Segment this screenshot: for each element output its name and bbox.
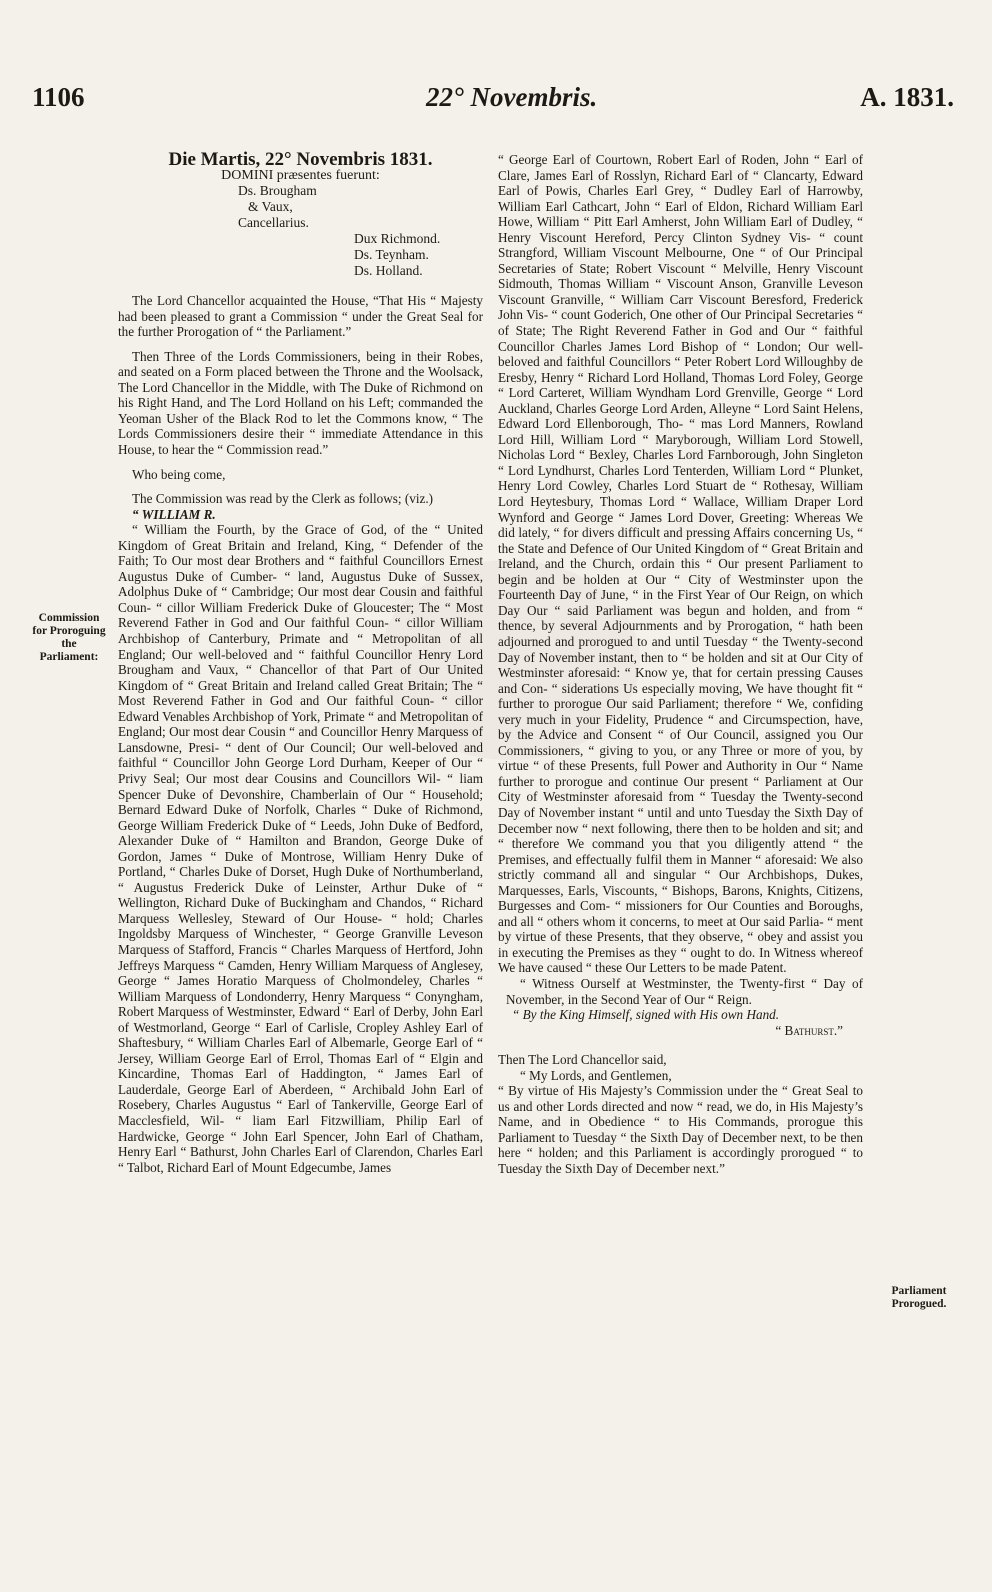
- left-column: [118, 149, 483, 1175]
- prorogation-speech: “ By virtue of His Majesty’s Commission under the “ Great Seal to us and other Lords directed and now “ read, we do, in His Majesty’s Name, and in Obedience “ to His Commands, prorogue this Parliament to Tuesday “ the Sixth Day of December next, to be then here “ holden; and this Parliament is accordingly prorogued “ to Tuesday the Sixth Day of December next.”: [498, 1083, 863, 1176]
- lords-present: [118, 183, 483, 279]
- running-title: 22° Novembris.: [426, 82, 598, 112]
- paragraph-commissioners: Then Three of the Lords Commissioners, being in their Robes, and seated on a Form placed between the Throne and the Woolsack, The Lord Chancellor in the Middle, with The Duke of Richmond on his Right Hand, and The Lord Holland on his Left; commanded the Yeoman Usher of the Black Rod to let the Commons know, “ The Lords Commissioners desire their “ immediate Attendance in this House, to hear the “ Commission read.”: [118, 348, 483, 458]
- address-lords: “ My Lords, and Gentlemen,: [520, 1067, 672, 1083]
- paragraph-announcement: The Lord Chancellor acquainted the House, “That His “ Majesty had been pleased to grant a Commission “ under the Great Seal for the further Prorogation of “ the Parliament.”: [118, 293, 483, 340]
- page-year: A. 1831.: [860, 82, 954, 112]
- bathurst-signature: “ Bathurst.”: [775, 1022, 843, 1038]
- lord-entry: Ds. Holland.: [354, 263, 423, 279]
- session-heading: Die Martis, 22° Novembris 1831.: [168, 149, 433, 170]
- by-the-king: “ By the King Himself, signed with His own Hand.: [512, 1007, 780, 1023]
- paragraph-chancellor-said: Then The Lord Chancellor said,: [498, 1052, 667, 1068]
- margin-note-prorogued: Parliament Prorogued.: [891, 1285, 947, 1310]
- witness-clause: “ Witness Ourself at Westminster, the Twenty-first “ Day of November, in the Second Year of Our “ Reign.: [506, 975, 863, 1007]
- lord-entry: Dux Richmond.: [354, 231, 441, 247]
- commission-text-part1: “ William the Fourth, by the Grace of God, of the “ United Kingdom of Great Britain and Ireland, King, “ Defender of the Faith; To Our most dear Brothers and “ faithful Councillors Ernest Augustus Duke of Cumber- “ land, Augustus Duke of Sussex, Adolphus Duke of “ Cambridge; Our most dear Cousin and faithful Coun- “ cillor William Frederick Duke of Gloucester; The “ Most Reverend Father in God and Our faithful Coun- “ cillor William Archbishop of Canterbury, Primate and “ Metropolitan of all England; Our well-beloved and “ faithful Councillor Henry Lord Brougham and Vaux, “ Chancellor of that Part of Our United Kingdom of “ Great Britain and Ireland called Great Britain; The “ Most Reverend Father in God and Our faithful Coun- “ cillor Edward Venables Archbishop of York, Primate “ and Metropolitan of England; Our most dear Cousin “ and Councillor Henry Marquess of Lansdowne, Presi- “ dent of Our Council; Our well-beloved and faithful “ Councillor John George Lord Durham, Keeper of Our “ Privy Seal; Our most dear Cousins and Councillors Wil- “ liam Spencer Duke of Devonshire, Chamberlain of Our “ Household; Bernard Edward Duke of Norfolk, Charles “ Duke of Richmond, George William Frederick Duke of “ Leeds, John Duke of Bedford, Alexander Duke of “ Hamilton and Brandon, George Duke of Gordon, James “ Duke of Montrose, William Henry Duke of Portland, “ Charles Duke of Dorset, Hugh Duke of Northumberland, “ Augustus Frederick Duke of Leinster, Arthur Duke of “ Wellington, Richard Duke of Buckingham and Chandos, “ Richard Marquess Wellesley, Steward of Our House- “ hold; Charles Ingoldsby Marquess of Winchester, “ George Granville Leveson Marquess of Stafford, Francis “ Charles Marquess of Hertford, John Jeffreys Marquess “ Camden, Henry William Marquess of Anglesey, George “ James Horatio Marquess of Cholmondeley, Charles “ William Marquess of Londonderry, Henry Marquess “ Conyngham, Robert Marquess of Westminster, Edward “ Earl of Derby, John Earl of Westmorland, George “ Earl of Carlisle, Cropley Ashley Earl of Shaftesbury, “ William Charles Earl of Albemarle, George Earl of “ Jersey, William George Earl of Errol, Thomas Earl of “ Elgin and Kincardine, Thomas Earl of Haddington, “ James Earl of Lauderdale, George Earl of Aberdeen, “ Archibald John Earl of Rosebery, Charles Augustus “ Earl of Tankerville, George Earl of Macclesfield, Wil- “ liam Earl Fitzwilliam, Philip Earl of Hardwicke, George “ John Earl Spencer, John Earl of Chatham, Henry Earl “ Bathurst, John Charles Earl of Clarendon, Charles Earl “ Talbot, Richard Earl of Mount Edgecumbe, James: [118, 522, 483, 1175]
- lord-entry: Ds. Teynham.: [354, 247, 429, 263]
- commission-text-part2: “ George Earl of Courtown, Robert Earl of Roden, John “ Earl of Clare, James Earl of Rosslyn, Richard Earl of “ Clancarty, Edward Earl of Powis, Charles Earl Grey, “ Dudley Earl of Harrowby, William Earl Cathcart, John “ Earl of Eldon, Richard William Earl Howe, William “ Pitt Earl Amherst, John William Earl of Dudley, “ Henry Viscount Hereford, Percy Clinton Sydney Vis- “ count Strangford, William Viscount Melbourne, One “ of Our Principal Secretaries of State; Robert Viscount “ Melville, Henry Viscount Sidmouth, Thomas William “ Viscount Anson, Granville Leveson Viscount Granville, “ William Carr Viscount Beresford, Frederick John Vis- “ count Goderich, One other of Our Principal Secretaries “ of State; The Right Reverend Father in God and Our “ faithful Councillor Charles James Lord Bishop of “ London; Our well-beloved and faithful Councillors “ Peter Robert Lord Willoughby de Eresby, Henry “ Richard Lord Holland, Thomas Lord Foley, George “ Lord Carteret, William Wyndham Lord Grenville, George “ Lord Auckland, Charles George Lord Arden, Alleyne “ Lord Saint Helens, Edward Lord Ellenborough, Tho- “ mas Lord Manners, Rowland Lord Hill, William Lord “ Maryborough, William Lord Stowell, Nicholas Lord “ Bexley, Charles Lord Farnborough, John Singleton “ Lord Lyndhurst, Charles Lord Tenterden, William Lord “ Plunket, Henry Lord Cowley, Charles Lord Stuart de “ Rothesay, William Lord Heytesbury, Thomas Lord “ Wallace, William Draper Lord Wynford and George “ James Lord Dover, Greeting: Whereas We did lately, “ for divers difficult and pressing Affairs concerning Us, “ the State and Defence of Our United Kingdom of “ Great Britain and Ireland, and the Church, ordain this “ Our present Parliament to begin and be holden at Our “ City of Westminster upon the Fourteenth Day of June, “ in the First Year of Our Reign, on which Day Our “ said Parliament was begun and holden, and from “ thence, by several Adjournments and by Prorogation, “ hath been adjourned and prorogued to and until Tuesday “ the Twenty-second Day of November instant, then to “ be holden and sit at Our City of Westminster aforesaid: “ Know ye, that for certain pressing Causes and Con- “ siderations Us especially moving, We have thought fit “ further to prorogue Our said Parliament; therefore “ We, confiding very much in your Fidelity, Prudence “ and Circumspection, have, by the Advice and Consent “ of Our Council, assigned you Our Commissioners, “ giving to you, or any Three or more of you, by virtue “ of these Presents, full Power and Authority in Our “ Name further to prorogue and continue Our present “ Parliament at Our City of Westminster aforesaid from “ Tuesday the Twenty-second Day of November instant “ until and unto Tuesday the Sixth Day of December now “ next following, there then to be holden and sit; and “ therefore We command you that you diligently attend “ the Premises, and effectually fulfil them in Manner “ aforesaid: We also strictly command all and singular “ Our Archbishops, Dukes, Marquesses, Earls, Viscounts, “ Bishops, Barons, Knights, Citizens, Burgesses and Com- “ missioners for Our Counties and Boroughs, and all “ others whom it concerns, to meet at Our said Parlia- “ ment by virtue of these Presents, that they observe, “ obey and assist you in executing the Premises as they “ ought to do. In Witness whereof We have caused “ these Our Letters to be made Patent.: [498, 152, 863, 976]
- margin-note-commission: Commission for Proroguing the Parliament:: [32, 612, 106, 663]
- paragraph-commission-read: The Commission was read by the Clerk as follows; (viz.): [132, 491, 434, 507]
- royal-signature: “ WILLIAM R.: [132, 506, 216, 522]
- present-heading: DOMINI præsentes fuerunt:: [221, 167, 380, 183]
- lord-entry: Cancellarius.: [238, 215, 309, 231]
- paragraph-who-being-come: Who being come,: [132, 466, 226, 482]
- page-number: 1106: [32, 82, 85, 112]
- right-column: [498, 152, 863, 1177]
- lord-entry: & Vaux,: [248, 199, 293, 215]
- lord-entry: Ds. Brougham: [238, 183, 317, 199]
